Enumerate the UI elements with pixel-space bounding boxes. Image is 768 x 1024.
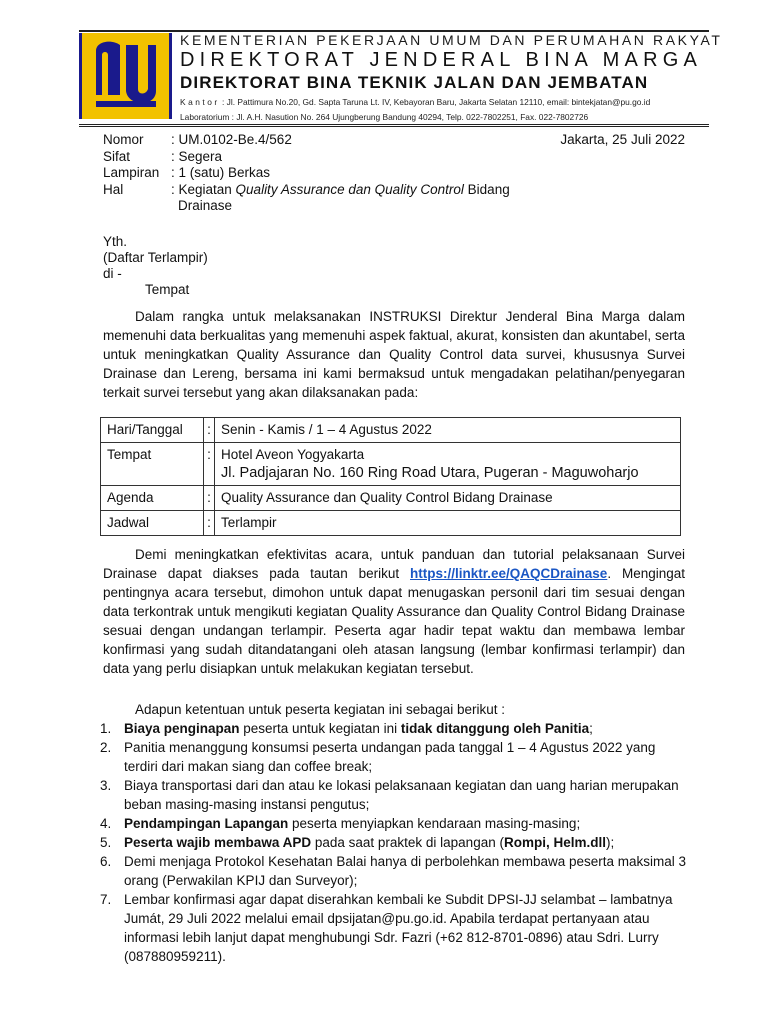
item-plain: peserta untuk kegiatan ini bbox=[239, 721, 401, 736]
intro-paragraph: Dalam rangka untuk melaksanakan INSTRUKSI Direktur Jenderal Bina Marga dalam memenuhi data berkualitas yang memenuhi aspek faktual, akurat, konsisten dan akuntabel, serta untuk meningkatkan Quality Assurance dan Quality Control data survei, khususnya Survei Drainase dan Lereng, bersama ini kami bermaksud untuk mengadakan pelatihan/penyegaran terkait survei tersebut yang akan dilaksanakan pada: bbox=[103, 309, 685, 400]
row-value: Senin - Kamis / 1 – 4 Agustus 2022 bbox=[215, 418, 681, 443]
addressee-list: (Daftar Terlampir) bbox=[103, 250, 208, 265]
addressee-tempat: Tempat bbox=[145, 282, 190, 297]
venue-address: Jl. Padjajaran No. 160 Ring Road Utara, Pugeran - Maguwoharjo bbox=[221, 465, 639, 481]
item-plain: pada saat praktek di lapangan ( bbox=[311, 835, 504, 850]
hal-value bbox=[171, 182, 510, 199]
item-text: Biaya transportasi dari dan atau ke lokasi pelaksanaan kegiatan dan uang harian merupakan beban masing-masing instansi pengutus; bbox=[124, 778, 679, 812]
list-item bbox=[100, 738, 690, 776]
letterhead-text bbox=[180, 30, 723, 123]
item-number: 3. bbox=[100, 778, 112, 793]
directorate-name: DIREKTORAT BINA TEKNIK JALAN DAN JEMBATAN bbox=[180, 73, 649, 92]
office-address-text: : Jl. Pattimura No.20, Gd. Sapta Taruna Lt. IV, Kebayoran Baru, Jakarta Selatan 12110, email: bintekjatan@pu.go.id bbox=[222, 97, 651, 107]
table-row bbox=[101, 511, 681, 536]
lampiran-value: : 1 (satu) Berkas bbox=[171, 165, 271, 180]
row-key: Jadwal bbox=[101, 511, 204, 536]
item-number: 2. bbox=[100, 740, 112, 755]
directorate-general-name: DIREKTORAT JENDERAL BINA MARGA bbox=[180, 49, 703, 71]
row-value bbox=[215, 443, 681, 486]
item-number: 1. bbox=[100, 721, 112, 736]
lab-address: Laboratorium : Jl. A.H. Nasution No. 264 Ujungberung Bandung 40294, Telp. 022-7802251, Fax. 022-7802726 bbox=[180, 112, 589, 122]
lampiran-label: Lampiran bbox=[103, 165, 160, 180]
guidance-paragraph bbox=[103, 545, 685, 678]
item-bold: Biaya penginapan bbox=[124, 721, 240, 736]
row-value: Terlampir bbox=[215, 511, 681, 536]
nomor-label: Nomor bbox=[103, 132, 144, 147]
rules-intro: Adapun ketentuan untuk peserta kegiatan ini sebagai berikut : bbox=[135, 702, 506, 717]
pu-logo-icon bbox=[79, 33, 172, 119]
item-number: 4. bbox=[100, 816, 112, 831]
participant-rules bbox=[100, 700, 690, 966]
hal-suffix: Bidang bbox=[463, 181, 510, 197]
list-item bbox=[100, 814, 690, 833]
ministry-name: KEMENTERIAN PEKERJAAN UMUM DAN PERUMAHAN RAKYAT bbox=[180, 32, 723, 48]
guidance-text-2: . Mengingat pentingnya acara tersebut, dimohon untuk dapat menugaskan personil dari tim sesuai dengan data terkontrak untuk mengikuti kegiatan Quality Assurance dan Quality Control Bidang Drainase sesuai dengan undangan terlampir. Peserta agar hadir tepat waktu dan membawa lembar konfirmasi yang sudah ditandatangani oleh atasan langsung (lembar konfirmasi terlampir) dan data yang perlu disiapkan untuk melakukan kegiatan tersebut. bbox=[103, 566, 685, 676]
item-text bbox=[124, 814, 690, 833]
guidance-text-1: Demi meningkatkan efektivitas acara, untuk panduan dan tutorial pelaksanaan Survei Drainase dapat diakses pada tautan berikut bbox=[103, 547, 685, 581]
item-text: Demi menjaga Protokol Kesehatan Balai hanya di perbolehkan membawa peserta maksimal 3 orang (Perwakilan KPIJ dan Surveyor); bbox=[124, 854, 687, 888]
sifat-label: Sifat bbox=[103, 148, 131, 164]
row-colon: : bbox=[204, 511, 215, 536]
addressee-di: di - bbox=[103, 266, 122, 281]
item-plain: peserta menyiapkan kendaraan masing-masing; bbox=[288, 816, 581, 831]
venue-name: Hotel Aveon Yogyakarta bbox=[221, 447, 365, 462]
item-number: 5. bbox=[100, 835, 112, 850]
item-plain: ); bbox=[605, 835, 615, 850]
item-text: Panitia menanggung konsumsi peserta undangan pada tanggal 1 – 4 Agustus 2022 yang terdiri dari makan siang dan coffee break; bbox=[124, 740, 656, 774]
addressee-block bbox=[103, 234, 208, 298]
sifat-value: : Segera bbox=[171, 148, 223, 164]
schedule-table bbox=[100, 417, 681, 536]
item-number: 7. bbox=[100, 892, 112, 907]
row-colon: : bbox=[204, 486, 215, 511]
table-row bbox=[101, 443, 681, 486]
row-value: Quality Assurance dan Quality Control Bidang Drainase bbox=[215, 486, 681, 511]
list-item bbox=[100, 776, 690, 814]
hal-prefix: : Kegiatan bbox=[171, 181, 236, 197]
table-row bbox=[101, 418, 681, 443]
guide-link[interactable]: https://linktr.ee/QAQCDrainase bbox=[410, 566, 608, 581]
item-bold: tidak ditanggung oleh Panitia bbox=[400, 721, 590, 736]
item-plain: ; bbox=[589, 721, 593, 736]
office-label: Kantor bbox=[180, 97, 220, 107]
item-text bbox=[124, 719, 690, 738]
row-colon: : bbox=[204, 443, 215, 486]
row-key: Tempat bbox=[101, 443, 204, 486]
list-item bbox=[100, 890, 690, 966]
item-bold: Peserta wajib membawa APD bbox=[124, 835, 312, 850]
office-address bbox=[180, 96, 712, 108]
hal-italic: Quality Assurance dan Quality Control bbox=[235, 181, 464, 197]
item-bold: Pendampingan Lapangan bbox=[124, 816, 289, 831]
item-number: 6. bbox=[100, 854, 112, 869]
row-colon: : bbox=[204, 418, 215, 443]
yth: Yth. bbox=[103, 234, 128, 249]
item-bold: Rompi, Helm.dll bbox=[503, 835, 606, 850]
letter-meta bbox=[103, 132, 510, 215]
list-item bbox=[100, 852, 690, 890]
list-item bbox=[100, 719, 690, 738]
list-item bbox=[100, 833, 690, 852]
table-row bbox=[101, 486, 681, 511]
rules-list bbox=[100, 719, 690, 966]
item-text bbox=[124, 833, 690, 852]
row-key: Hari/Tanggal bbox=[101, 418, 204, 443]
nomor-value: : UM.0102-Be.4/562 bbox=[171, 132, 292, 147]
hal-label: Hal bbox=[103, 181, 124, 197]
row-key: Agenda bbox=[101, 486, 204, 511]
item-text: Lembar konfirmasi agar dapat diserahkan kembali ke Subdit DPSI-JJ selambat – lambatnya Jumát, 29 Juli 2022 melalui email dpsijatan@pu.go.id. Apabila terdapat pertanyaan atau informasi lebih lanjut dapat menghubungi Sdr. Fazri (+62 812-8701-0896) atau Sdri. Lurry (087880959211). bbox=[124, 892, 673, 964]
hal-continuation: Drainase bbox=[178, 198, 233, 213]
letter-date: Jakarta, 25 Juli 2022 bbox=[560, 132, 685, 147]
